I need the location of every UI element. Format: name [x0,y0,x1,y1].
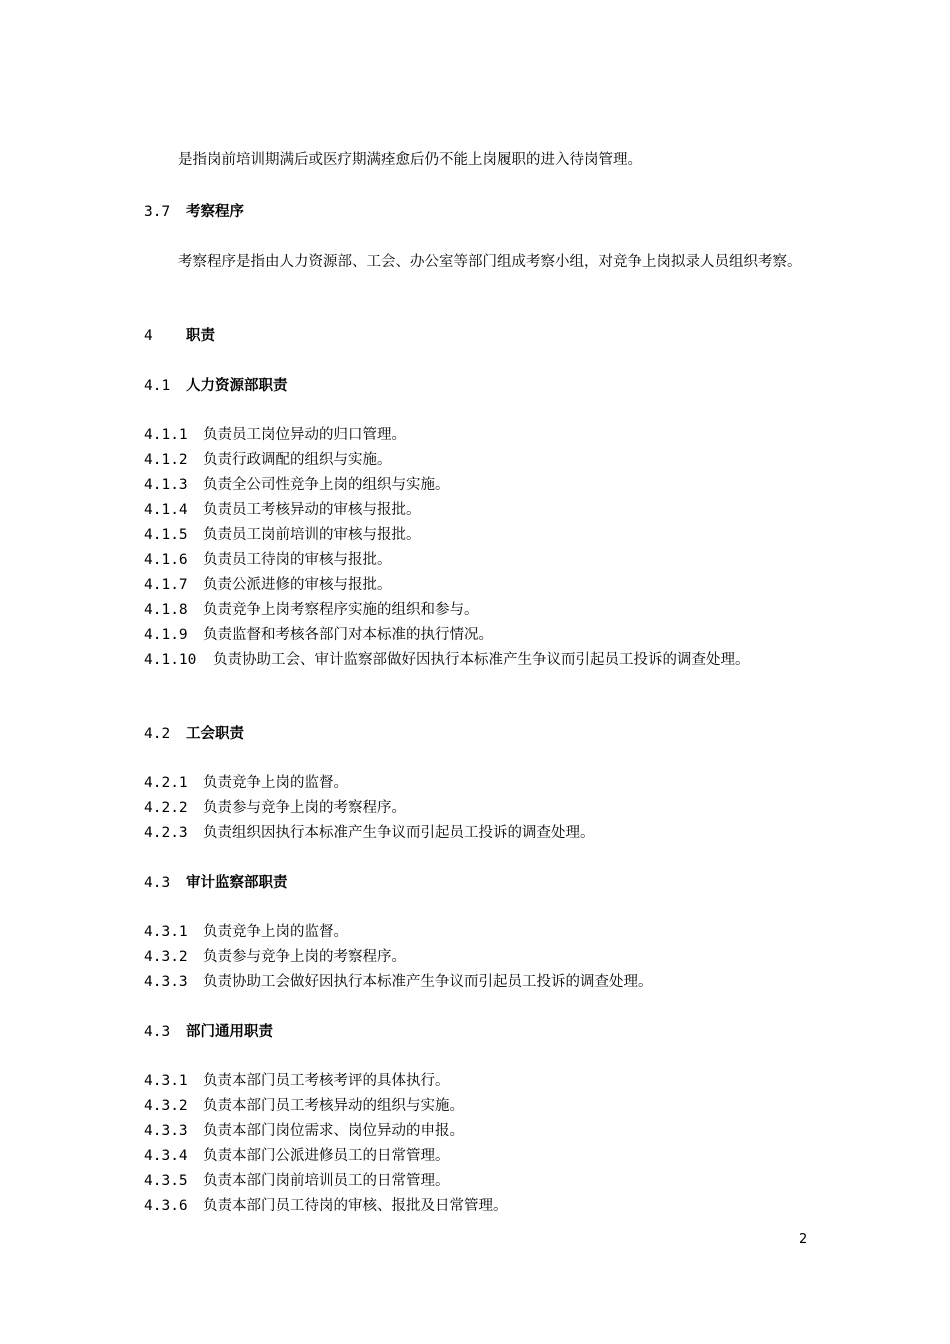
item-text: 负责组织因执行本标准产生争议而引起员工投诉的调查处理。 [203,825,595,841]
item-number: 4.3.3 [144,1123,188,1139]
list-item [144,1196,508,1216]
item-text: 负责本部门员工待岗的审核、报批及日常管理。 [203,1198,508,1214]
item-number: 4.3.5 [144,1173,188,1189]
list-item [144,648,810,673]
item-text: 负责公派进修的审核与报批。 [203,577,392,593]
item-number: 4.1.3 [144,477,188,493]
section-heading-4 [144,326,215,346]
item-text: 负责本部门公派进修员工的日常管理。 [203,1148,450,1164]
item-text: 负责参与竞争上岗的考察程序。 [203,949,406,965]
list-item [144,625,493,645]
section-heading-4-1 [144,376,288,396]
section-title: 考察程序 [186,204,244,220]
list-item [144,600,479,620]
list-item [144,947,406,967]
item-number: 4.1.5 [144,527,188,543]
item-number: 4.1.4 [144,502,188,518]
section-number: 3.7 [144,204,171,220]
item-number: 4.3.1 [144,1073,188,1089]
list-item [144,1071,450,1091]
list-item [144,1096,464,1116]
section-heading-3-7 [144,202,244,222]
item-text: 负责竞争上岗的监督。 [203,924,348,940]
item-text: 负责本部门员工考核考评的具体执行。 [203,1073,450,1089]
section-heading-4-2 [144,724,244,744]
item-text: 负责监督和考核各部门对本标准的执行情况。 [203,627,493,643]
section-heading-4-3-audit [144,873,288,893]
item-number: 4.3.4 [144,1148,188,1164]
page-number: 2 [799,1232,808,1247]
item-number: 4.3.2 [144,1098,188,1114]
item-number: 4.3.3 [144,974,188,990]
section-number: 4.2 [144,726,171,742]
list-item [144,425,406,445]
item-number: 4.1.7 [144,577,188,593]
item-text: 负责本部门岗位需求、岗位异动的申报。 [203,1123,464,1139]
item-number: 4.1.2 [144,452,188,468]
intro-paragraph: 是指岗前培训期满后或医疗期满痊愈后仍不能上岗履职的进入待岗管理。 [178,152,642,168]
section-title: 部门通用职责 [186,1024,273,1040]
list-item [144,525,421,545]
item-text: 负责员工待岗的审核与报批。 [203,552,392,568]
item-number: 4.3.1 [144,924,188,940]
list-item [144,798,406,818]
list-item [144,450,392,470]
item-text: 负责员工岗前培训的审核与报批。 [203,527,421,543]
list-item [144,972,653,992]
list-item [144,550,392,570]
item-text: 负责本部门员工考核异动的组织与实施。 [203,1098,464,1114]
item-number: 4.3.2 [144,949,188,965]
section-number: 4.1 [144,378,171,394]
item-text: 负责本部门岗前培训员工的日常管理。 [203,1173,450,1189]
section-number: 4.3 [144,875,171,891]
item-text: 负责行政调配的组织与实施。 [203,452,392,468]
item-number: 4.2.1 [144,775,188,791]
section-heading-4-3-general [144,1022,273,1042]
item-number: 4.2.3 [144,825,188,841]
list-item [144,823,595,843]
section-title: 职责 [186,328,215,344]
section-title: 人力资源部职责 [186,378,288,394]
list-item [144,475,450,495]
list-item [144,922,348,942]
section-number: 4.3 [144,1024,171,1040]
item-text: 负责竞争上岗考察程序实施的组织和参与。 [203,602,479,618]
list-item [144,1171,450,1191]
item-text: 负责全公司性竞争上岗的组织与实施。 [203,477,450,493]
item-number: 4.1.9 [144,627,188,643]
item-number: 4.3.6 [144,1198,188,1214]
list-item [144,1121,464,1141]
list-item [144,500,421,520]
section-number: 4 [144,328,153,344]
item-number: 4.2.2 [144,800,188,816]
item-text: 负责员工考核异动的审核与报批。 [203,502,421,518]
item-number: 4.1.1 [144,427,188,443]
list-item [144,575,392,595]
section-title: 审计监察部职责 [186,875,288,891]
list-item [144,1146,450,1166]
item-text: 负责员工岗位异动的归口管理。 [203,427,406,443]
item-text: 负责参与竞争上岗的考察程序。 [203,800,406,816]
section-3-7-paragraph: 考察程序是指由人力资源部、工会、办公室等部门组成考察小组，对竞争上岗拟录人员组织考察。 [178,254,802,270]
section-title: 工会职责 [186,726,244,742]
item-number: 4.1.10 [144,652,197,668]
item-text: 负责协助工会、审计监察部做好因执行本标准产生争议而引起员工投诉的调查处理。 [213,652,750,668]
item-text: 负责协助工会做好因执行本标准产生争议而引起员工投诉的调查处理。 [203,974,653,990]
item-number: 4.1.6 [144,552,188,568]
item-text: 负责竞争上岗的监督。 [203,775,348,791]
item-number: 4.1.8 [144,602,188,618]
list-item [144,773,348,793]
